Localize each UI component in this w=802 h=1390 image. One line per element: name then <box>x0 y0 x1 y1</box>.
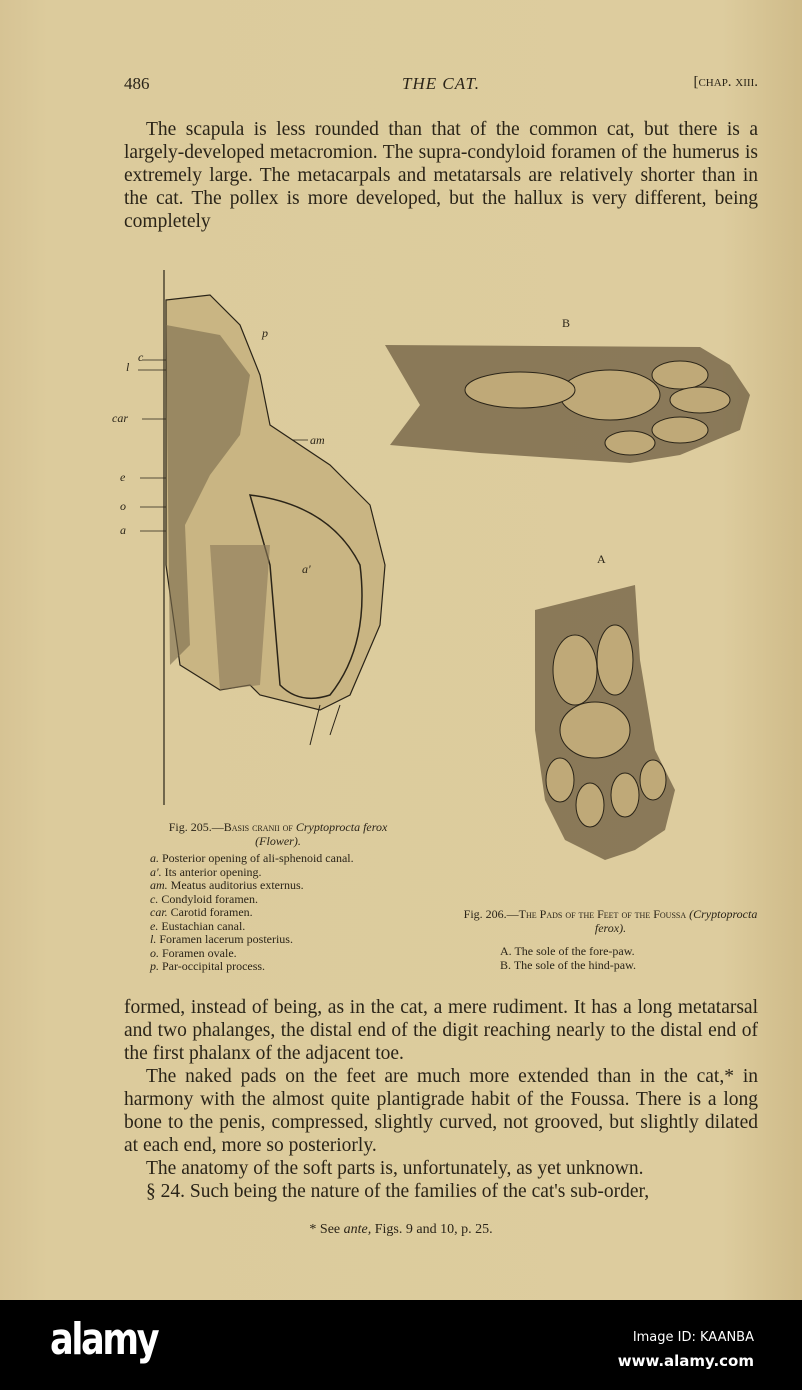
legend-item: l. Foramen lacerum posterius. <box>150 932 293 946</box>
caption-title: Basis cranii of <box>223 820 296 834</box>
image-id: Image ID: KAANBA <box>632 1330 754 1345</box>
figure-205-caption <box>118 821 438 974</box>
legend-item: am. Meatus auditorius externus. <box>150 878 304 892</box>
running-header <box>124 74 758 98</box>
footnote: * See ante, Figs. 9 and 10, p. 25. <box>309 1222 493 1237</box>
paragraph-5: § 24. Such being the nature of the families of the cat's sub-order, <box>146 1181 650 1202</box>
label-o: o <box>120 499 126 513</box>
legend-item: p. Par-occipital process. <box>150 959 266 973</box>
label-a-upper: A <box>597 552 606 566</box>
label-am: am <box>310 433 325 447</box>
label-a-prime: a' <box>302 562 311 576</box>
figure-205-skull-drawing <box>100 265 400 805</box>
caption-species: (Cryptoprocta ferox). <box>594 907 758 935</box>
alamy-logo: alamy <box>50 1314 158 1365</box>
caption-species: Cryptoprocta ferox <box>295 820 388 834</box>
legend-item: c. Condyloid foramen. <box>150 891 258 906</box>
caption-title: The Pads of the Feet of the Foussa <box>518 907 690 921</box>
figure-206-caption <box>458 908 763 972</box>
label-car: car <box>112 411 128 425</box>
legend-item: e. Eustachian canal. <box>150 918 246 933</box>
chapter-label: [chap. xiii. <box>693 74 758 90</box>
figure-206-hind-paw-drawing <box>380 335 755 470</box>
legend-item: a'. Its anterior opening. <box>150 864 262 879</box>
paragraph-text: The scapula is less rounded than that of the common cat, but there is a largely-developed metacromion. The supra-condyloid foramen of the humerus is extremely large. The metacarpals and metatarsals are relatively shorter than in the cat. The pollex is more developed, but the hallux is very different, being completely <box>124 119 758 232</box>
label-a: a <box>120 523 126 537</box>
caption-prefix: Fig. 205.— <box>168 820 224 834</box>
watermark-footer <box>0 1300 802 1390</box>
label-b: B <box>562 316 571 330</box>
legend-item: o. Foramen ovale. <box>150 945 237 960</box>
caption-author: (Flower). <box>255 833 301 848</box>
label-l: l <box>126 360 130 374</box>
page-number: 486 <box>124 74 150 93</box>
figure-206-fore-paw-drawing <box>525 580 685 865</box>
figure-206-legend <box>500 945 763 972</box>
running-title: THE CAT. <box>402 74 480 93</box>
legend-item: car. Carotid foramen. <box>150 905 253 919</box>
label-e: e <box>120 470 126 484</box>
watermark-url: www.alamy.com <box>617 1352 754 1370</box>
label-p: p <box>262 326 268 340</box>
legend-item: A. The sole of the fore-paw. <box>500 944 635 958</box>
paragraph-1 <box>124 118 758 233</box>
legend-item: B. The sole of the hind-paw. <box>500 957 636 972</box>
paragraph-4: The anatomy of the soft parts is, unfortunately, as yet unknown. <box>146 1158 644 1179</box>
legend-item: a. Posterior opening of ali-sphenoid canal. <box>150 851 354 865</box>
paragraph-3: The naked pads on the feet are much more extended than in the cat,* in harmony with the almost quite plantigrade habit of the Foussa. There is a long bone to the penis, compressed, slightly curved, not grooved, but slightly dilated at each end, more so posteriorly. <box>124 1066 758 1156</box>
body-text <box>124 996 758 1203</box>
paragraph-2: formed, instead of being, as in the cat, a mere rudiment. It has a long metatarsal and two phalanges, the distal end of the digit reaching nearly to the distal end of the first phalanx of the adjacent toe. <box>124 997 758 1064</box>
figure-205-legend <box>150 852 438 974</box>
label-c: c <box>138 350 144 364</box>
caption-prefix: Fig. 206.— <box>463 907 519 921</box>
